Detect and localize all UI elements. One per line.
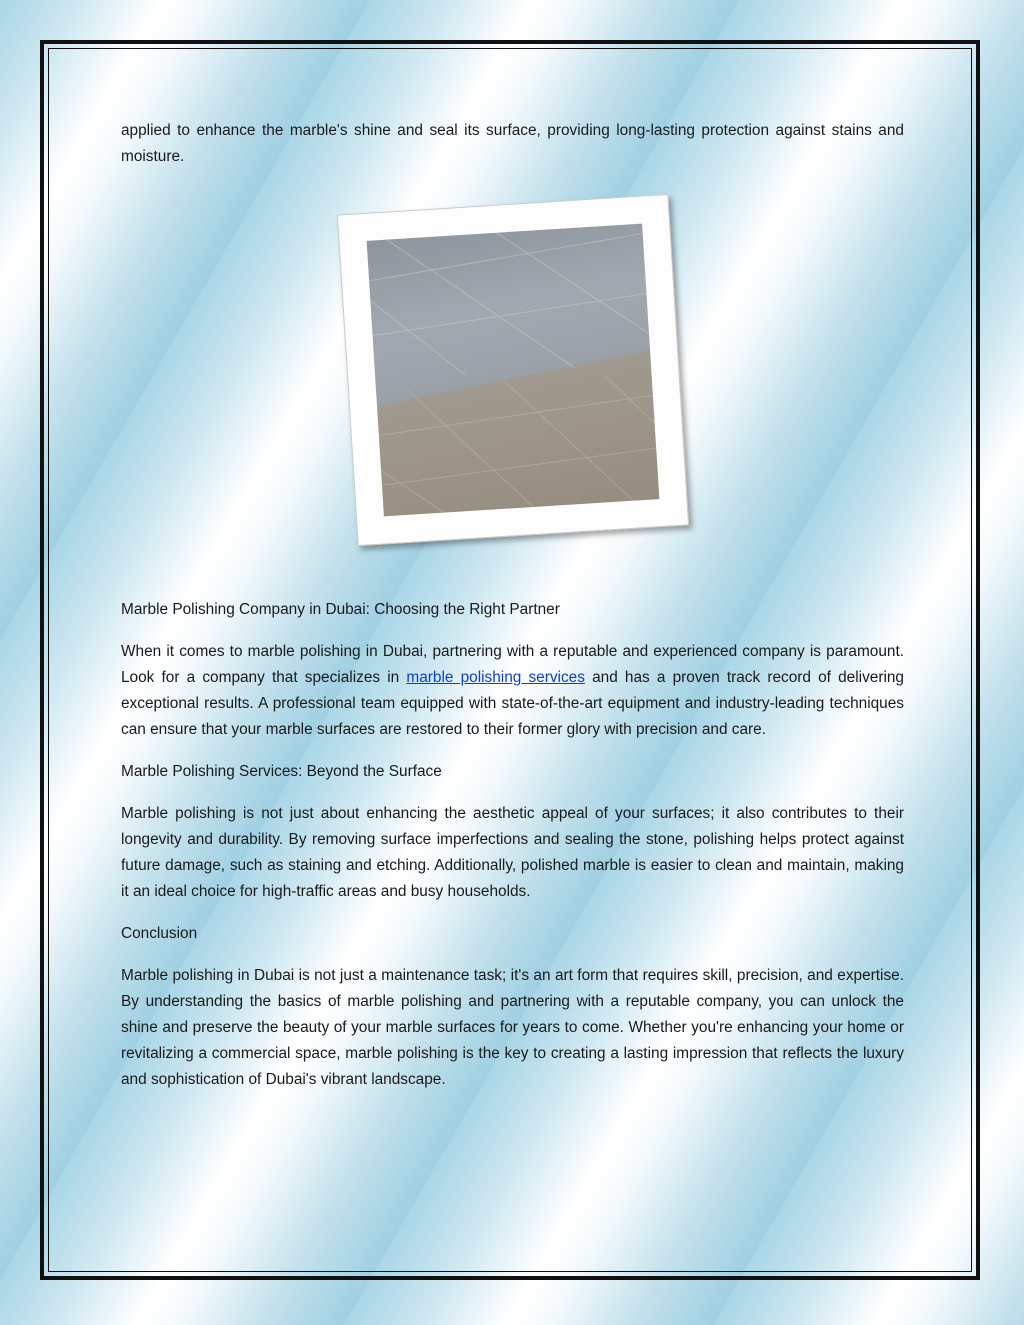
- body-text-after-link: and has a proven track record of delivering exceptional results. A professional team equipped with state-of-the-art equipment and industry-leading techniques can ensure that your marble surfaces are restored to their former glory with precision and care.: [121, 669, 904, 738]
- marble-polishing-services-link[interactable]: marble polishing services: [406, 669, 585, 686]
- marble-floor-photo-icon: [367, 224, 660, 517]
- section-heading-company: Marble Polishing Company in Dubai: Choosing the Right Partner: [121, 601, 560, 618]
- section-heading-services: Marble Polishing Services: Beyond the Surface: [121, 763, 442, 780]
- intro-paragraph: applied to enhance the marble's shine and seal its surface, providing long-lasting protection against stains and moisture.: [121, 122, 904, 165]
- section-body-conclusion: Marble polishing in Dubai is not just a maintenance task; it's an art form that requires skill, precision, and expertise. By understanding the basics of marble polishing and partnering with a reputable company, you can unlock the shine and preserve the beauty of your marble surfaces for years to come. Whether you're enhancing your home or revitalizing a commercial space, marble polishing is the key to creating a lasting impression that reflects the luxury and sophistication of Dubai's vibrant landscape.: [121, 967, 904, 1088]
- document-body: [121, 118, 904, 1109]
- photo-frame: [337, 194, 689, 546]
- section-heading-conclusion: Conclusion: [121, 925, 198, 942]
- section-body-services: Marble polishing is not just about enhancing the aesthetic appeal of your surfaces; it also contributes to their longevity and durability. By removing surface imperfections and sealing the stone, polishing helps protect against future damage, such as staining and etching. Additionally, polished marble is easier to clean and maintain, making it an ideal choice for high-traffic areas and busy households.: [121, 805, 904, 900]
- section-body-company: [121, 639, 904, 743]
- body-text-before-link: When it comes to marble polishing in Dubai, partnering with a reputable and experienced company is paramount. Look for a company that specializes in: [121, 643, 904, 686]
- image-area: [121, 186, 904, 581]
